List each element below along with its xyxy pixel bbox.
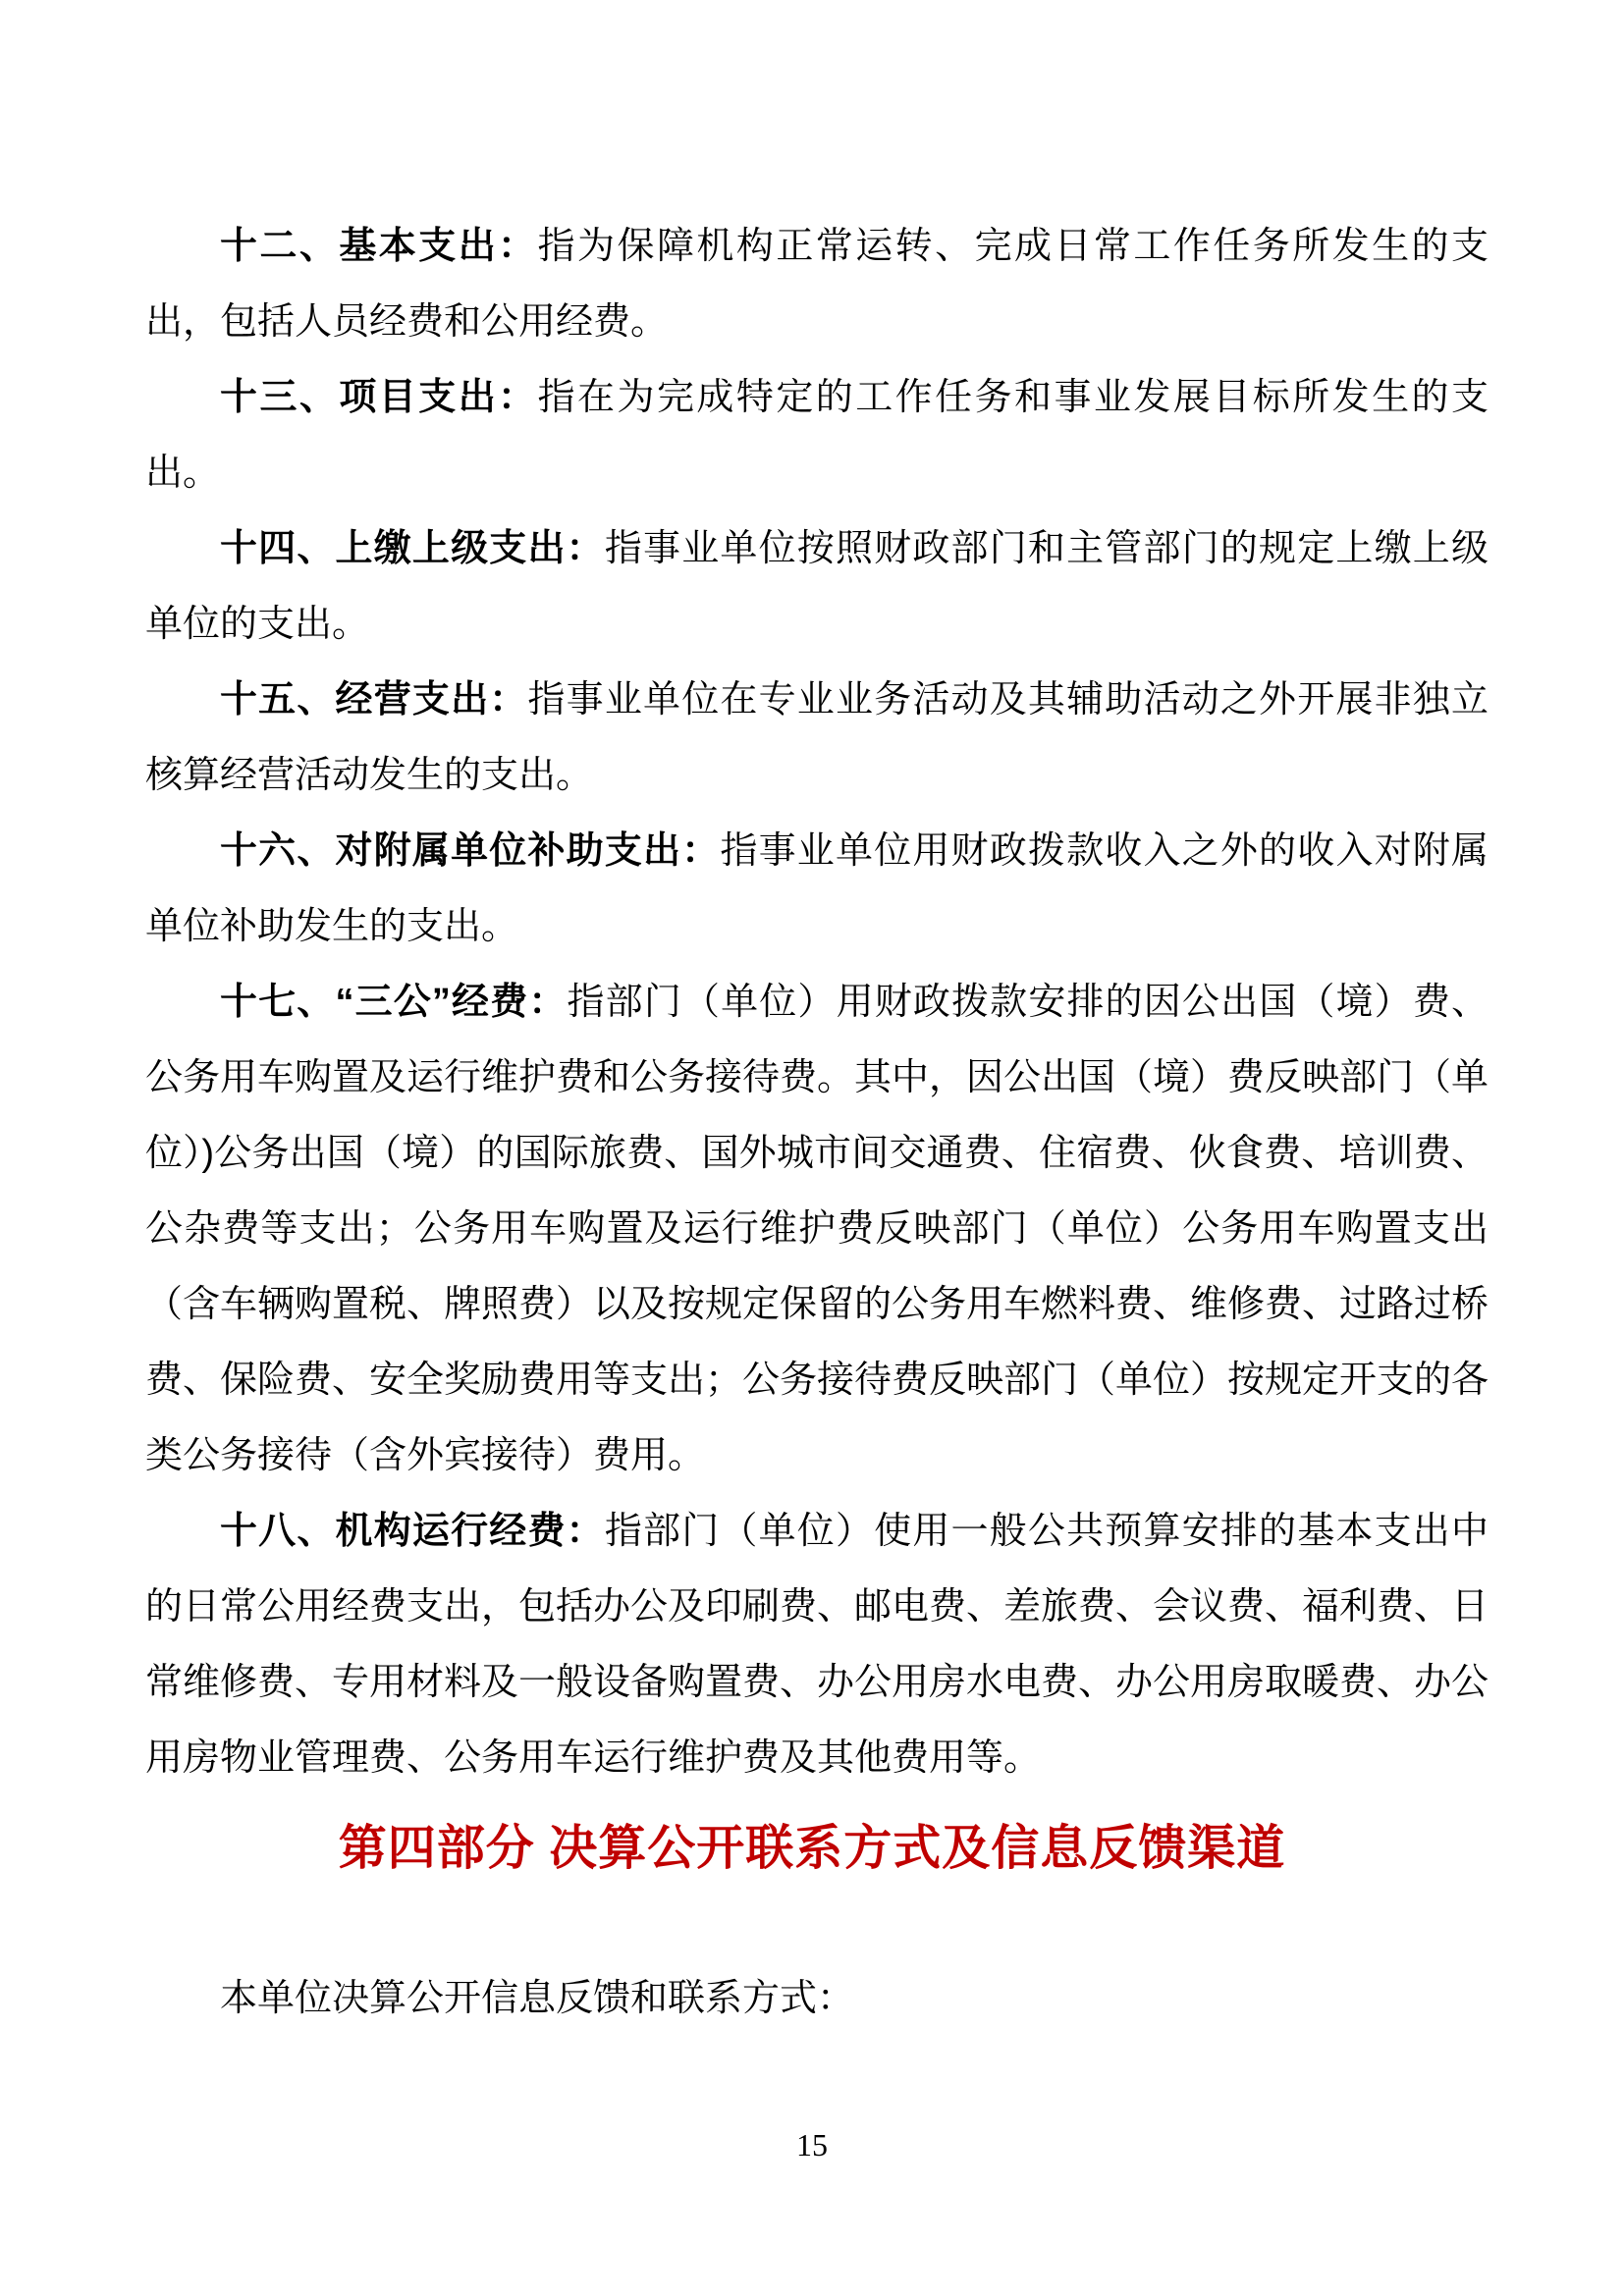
term-label: 十八、机构运行经费： <box>220 1511 605 1552</box>
term-label: 十四、上缴上级支出： <box>220 528 605 569</box>
term-label: 十二、基本支出： <box>220 226 538 267</box>
paragraph-13-project-expenditure <box>145 360 1489 511</box>
term-definition: 指部门（单位）使用一般公共预算安排的基本支出中的日常公用经费支出，包括办公及印刷费、邮电费、差旅费、会议费、福利费、日常维修费、专用材料及一般设备购置费、办公用房水电费、办公用房取暖费、办公用房物业管理费、公务用车运行维护费及其他费用等。 <box>145 1511 1489 1779</box>
paragraph-18-agency-operating-funds <box>145 1494 1489 1796</box>
paragraph-16-subsidy-affiliated-units <box>145 814 1489 965</box>
term-label: 十七、“三公”经费： <box>220 982 568 1023</box>
term-definition: 指事业单位在专业业务活动及其辅助活动之外开展非独立核算经营活动发生的支出。 <box>145 679 1489 796</box>
paragraph-15-operating-expenditure <box>145 663 1489 814</box>
feedback-contact-line: 本单位决算公开信息反馈和联系方式： <box>220 1978 855 2019</box>
term-label: 十五、经营支出： <box>220 679 528 721</box>
term-definition: 指为保障机构正常运转、完成日常工作任务所发生的支出，包括人员经费和公用经费。 <box>145 226 1489 343</box>
section-heading: 第四部分 决算公开联系方式及信息反馈渠道 <box>338 1822 1286 1875</box>
definitions-section <box>145 209 1489 1796</box>
paragraph-12-basic-expenditure <box>145 209 1489 360</box>
term-label: 十三、项目支出： <box>220 377 538 418</box>
paragraph-17-three-public-funds <box>145 965 1489 1494</box>
page-number: 15 <box>796 2127 828 2163</box>
term-definition: 指事业单位按照财政部门和主管部门的规定上缴上级单位的支出。 <box>145 528 1489 645</box>
term-label: 十六、对附属单位补助支出： <box>220 830 721 872</box>
term-definition: 指部门（单位）用财政拨款安排的因公出国（境）费、公务用车购置及运行维护费和公务接待费。其中，因公出国（境）费反映部门（单位）)公务出国（境）的国际旅费、国外城市间交通费、住宿费、伙食费、培训费、公杂费等支出；公务用车购置及运行维护费反映部门（单位）公务用车购置支出（含车辆购置税、牌照费）以及按规定保留的公务用车燃料费、维修费、过路过桥费、保险费、安全奖励费用等支出；公务接待费反映部门（单位）按规定开支的各类公务接待（含外宾接待）费用。 <box>145 982 1489 1476</box>
term-definition: 指在为完成特定的工作任务和事业发展目标所发生的支出。 <box>145 377 1489 494</box>
paragraph-14-remit-to-superior <box>145 511 1489 663</box>
term-definition: 指事业单位用财政拨款收入之外的收入对附属单位补助发生的支出。 <box>145 830 1489 947</box>
